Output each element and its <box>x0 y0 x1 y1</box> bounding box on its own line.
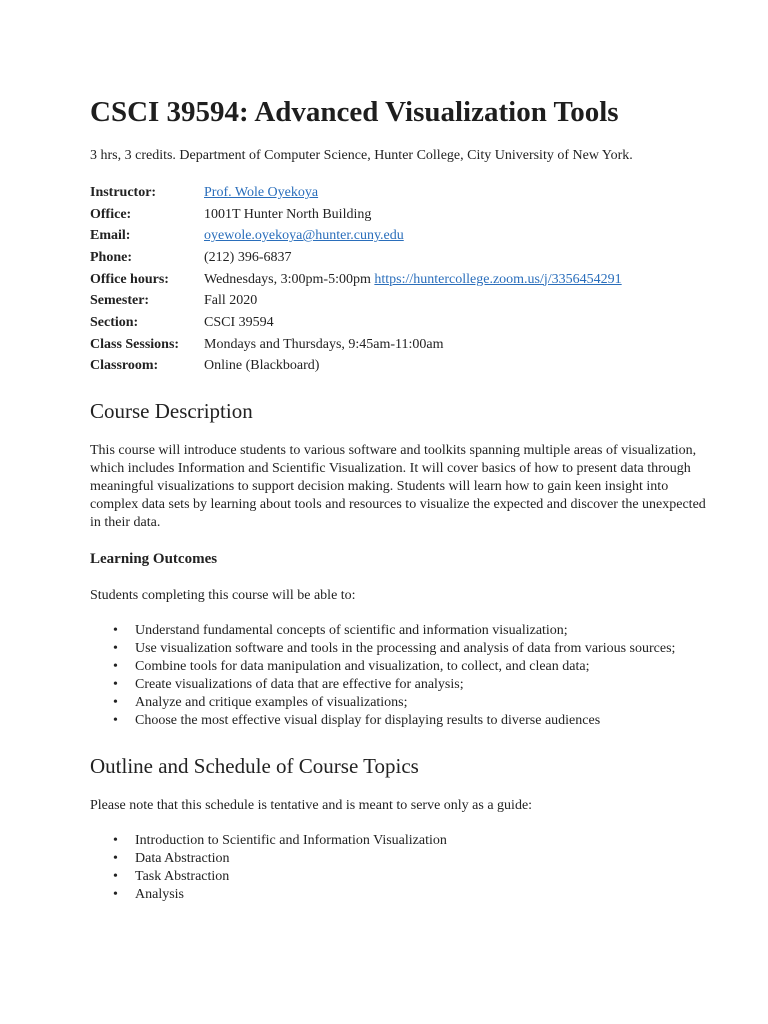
info-value <box>204 182 622 204</box>
learning-outcomes-heading: Learning Outcomes <box>90 551 218 568</box>
info-row-instructor <box>90 182 622 204</box>
list-item <box>113 622 708 640</box>
bullet-icon: • <box>113 695 118 711</box>
page-title: CSCI 39594: Advanced Visualization Tools <box>90 96 619 128</box>
list-item-text: Understand fundamental concepts of scientific and information visualization; <box>135 623 568 639</box>
info-row-class-sessions <box>90 334 622 356</box>
info-label: Semester: <box>90 293 150 309</box>
bullet-icon: • <box>113 677 118 693</box>
info-value: Mondays and Thursdays, 9:45am-11:00am <box>204 336 444 352</box>
info-row-office-hours <box>90 269 622 291</box>
list-item <box>113 658 708 676</box>
bullet-icon: • <box>113 659 118 675</box>
email-link[interactable]: oyewole.oyekoya@hunter.cuny.edu <box>204 228 404 244</box>
info-row-phone <box>90 247 622 269</box>
list-item <box>113 640 708 658</box>
list-item-text: Use visualization software and tools in the processing and analysis of data from various sources; <box>135 641 676 657</box>
info-row-email <box>90 225 622 247</box>
info-value: (212) 396-6837 <box>204 249 292 265</box>
info-label: Office hours: <box>90 271 169 287</box>
learning-outcomes-intro: Students completing this course will be able to: <box>90 588 356 604</box>
learning-outcomes-list <box>90 622 708 730</box>
bullet-icon: • <box>113 623 118 639</box>
course-info-table <box>90 182 622 377</box>
list-item <box>113 676 708 694</box>
course-topics-list <box>90 832 708 904</box>
info-label: Email: <box>90 228 131 244</box>
list-item-text: Task Abstraction <box>135 869 230 885</box>
list-item-text: Create visualizations of data that are effective for analysis; <box>135 677 464 693</box>
list-item <box>113 712 708 730</box>
list-item-text: Data Abstraction <box>135 851 230 867</box>
list-item-text: Introduction to Scientific and Information Visualization <box>135 833 447 849</box>
list-item <box>113 886 708 904</box>
list-item-text: Combine tools for data manipulation and visualization, to collect, and clean data; <box>135 659 590 675</box>
info-value: Fall 2020 <box>204 293 258 309</box>
info-label: Instructor: <box>90 184 157 200</box>
instructor-link[interactable]: Prof. Wole Oyekoya <box>204 184 319 200</box>
info-label: Classroom: <box>90 358 159 374</box>
list-item <box>113 832 708 850</box>
list-item <box>113 694 708 712</box>
office-hours-text: Wednesdays, 3:00pm-5:00pm <box>204 271 371 287</box>
info-row-office <box>90 204 622 226</box>
info-value <box>204 225 622 247</box>
list-item <box>113 850 708 868</box>
info-row-classroom <box>90 356 622 378</box>
info-value: 1001T Hunter North Building <box>204 206 372 222</box>
info-row-section <box>90 312 622 334</box>
info-value: Online (Blackboard) <box>204 358 320 374</box>
bullet-icon: • <box>113 887 118 903</box>
bullet-icon: • <box>113 641 118 657</box>
bullet-icon: • <box>113 713 118 729</box>
course-description-text: This course will introduce students to various software and toolkits spanning multiple areas of visualization, which includes Information and Scientific Visualization. It will cover basics of how to present data through meaningful visualizations to support decision making. Students will learn how to gain keen insight into complex data sets by learning about tools and resources to visualize the expected and discover the unexpected in their data. <box>90 443 706 531</box>
outline-heading: Outline and Schedule of Course Topics <box>90 754 419 779</box>
course-subtitle: 3 hrs, 3 credits. Department of Computer Science, Hunter College, City University of New York. <box>90 148 633 163</box>
course-description-heading: Course Description <box>90 399 253 424</box>
info-label: Phone: <box>90 249 132 265</box>
info-value <box>204 269 622 291</box>
list-item-text: Choose the most effective visual display for displaying results to diverse audiences <box>135 713 601 729</box>
bullet-icon: • <box>113 851 118 867</box>
list-item-text: Analysis <box>135 887 184 903</box>
info-value: CSCI 39594 <box>204 314 274 330</box>
info-label: Office: <box>90 206 132 222</box>
bullet-icon: • <box>113 869 118 885</box>
outline-note: Please note that this schedule is tentative and is meant to serve only as a guide: <box>90 798 533 814</box>
bullet-icon: • <box>113 833 118 849</box>
info-row-semester <box>90 290 622 312</box>
zoom-link[interactable]: https://huntercollege.zoom.us/j/3356454291 <box>374 271 622 287</box>
info-label: Section: <box>90 314 139 330</box>
list-item <box>113 868 708 886</box>
list-item-text: Analyze and critique examples of visualizations; <box>135 695 408 711</box>
info-label: Class Sessions: <box>90 336 180 352</box>
